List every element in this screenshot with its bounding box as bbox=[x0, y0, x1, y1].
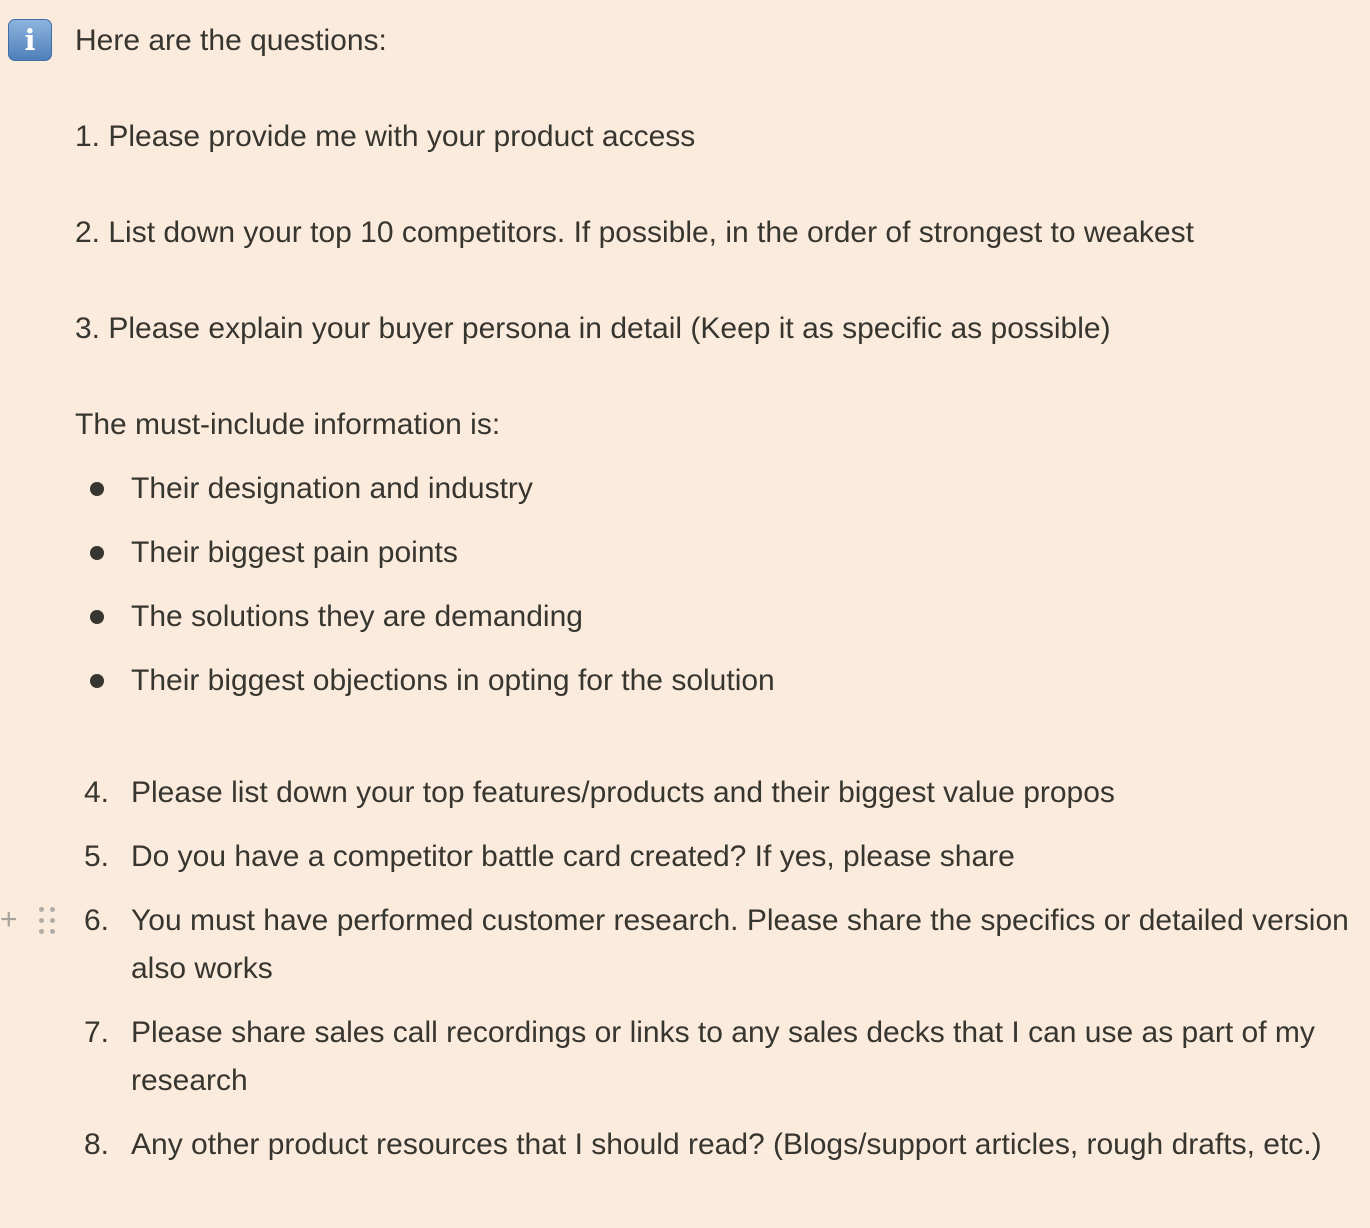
must-include-heading: The must-include information is: bbox=[75, 408, 501, 441]
intro-text: Here are the questions: bbox=[75, 24, 387, 57]
info-icon[interactable]: i bbox=[8, 19, 52, 61]
list-number: 6. bbox=[84, 904, 110, 937]
question-1: 1. Please provide me with your product access bbox=[75, 120, 696, 153]
bullet-text: The solutions they are demanding bbox=[131, 600, 583, 633]
question-2: 2. List down your top 10 competitors. If possible, in the order of strongest to weakest bbox=[75, 216, 1194, 249]
list-text: Please share sales call recordings or links to any sales decks that I can use as part of my research bbox=[131, 1016, 1315, 1097]
list-text: Do you have a competitor battle card created? If yes, please share bbox=[131, 840, 1015, 873]
list-number: 8. bbox=[84, 1128, 110, 1161]
list-number: 5. bbox=[84, 840, 110, 873]
list-text: You must have performed customer research. Please share the specifics or detailed version also works bbox=[131, 904, 1349, 985]
list-number: 4. bbox=[84, 776, 110, 809]
plus-icon[interactable]: + bbox=[0, 903, 18, 936]
bullet-dot bbox=[90, 482, 104, 496]
list-number: 7. bbox=[84, 1016, 110, 1049]
list-text: Any other product resources that I should read? (Blogs/support articles, rough drafts, etc.) bbox=[131, 1128, 1322, 1161]
bullet-text: Their biggest pain points bbox=[131, 536, 458, 569]
list-text: Please list down your top features/products and their biggest value propos bbox=[131, 776, 1115, 809]
bullet-text: Their biggest objections in opting for the solution bbox=[131, 664, 775, 697]
bullet-dot bbox=[90, 546, 104, 560]
drag-handle-icon[interactable] bbox=[39, 907, 57, 935]
bullet-dot bbox=[90, 674, 104, 688]
question-3: 3. Please explain your buyer persona in detail (Keep it as specific as possible) bbox=[75, 312, 1111, 345]
bullet-text: Their designation and industry bbox=[131, 472, 533, 505]
bullet-dot bbox=[90, 610, 104, 624]
